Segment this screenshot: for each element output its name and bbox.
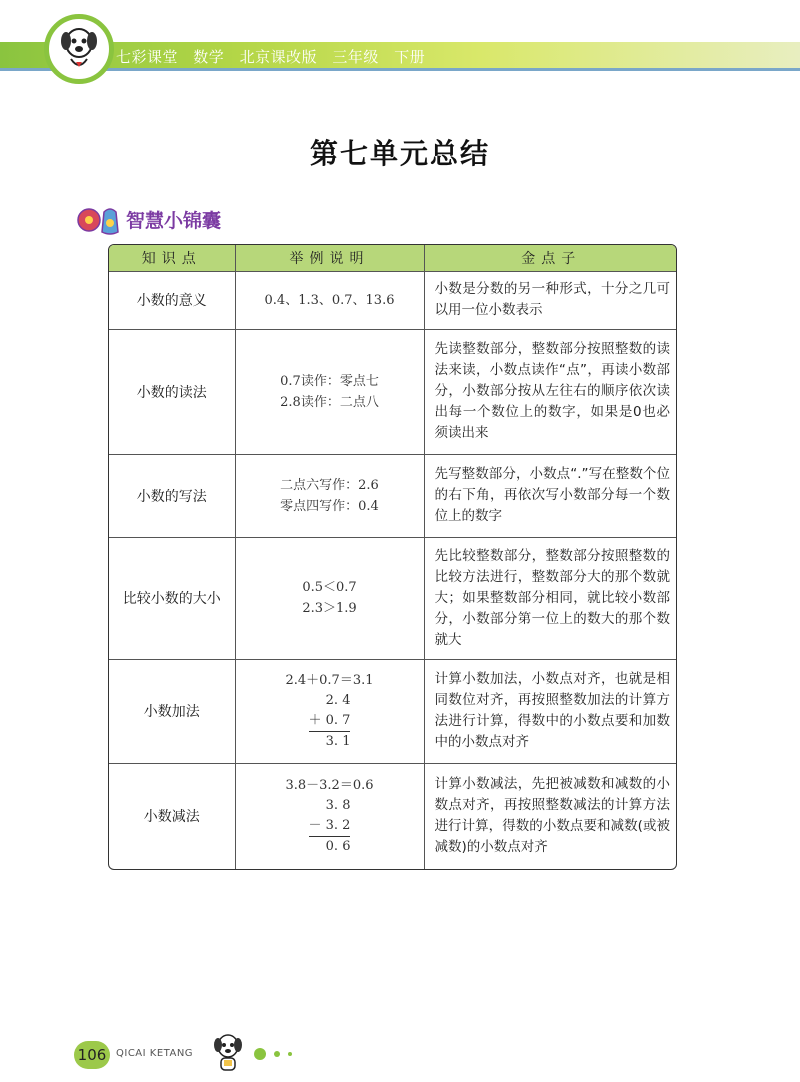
table-row — [109, 537, 677, 659]
example-line: 0.7读作：零点七 — [280, 373, 379, 389]
page-title: 第七单元总结 — [309, 137, 490, 170]
header-topic: 知识点 — [109, 245, 235, 271]
example-line: 零点四写作：0.4 — [280, 498, 379, 514]
row-topic: 小数减法 — [109, 763, 235, 869]
row-topic: 小数加法 — [109, 659, 235, 763]
vertical-calculation — [309, 796, 351, 857]
example-line: 2.8读作：二点八 — [280, 394, 379, 410]
row-example — [235, 537, 424, 659]
row-topic: 小数的写法 — [109, 454, 235, 537]
header-series-line — [116, 46, 435, 67]
section-heading — [76, 202, 221, 236]
row-example — [235, 329, 424, 454]
calc-result: 0. 6 — [309, 836, 351, 857]
row-topic: 小数的读法 — [109, 329, 235, 454]
table-row — [109, 271, 677, 329]
header-example: 举例说明 — [235, 245, 424, 271]
header-tip: 金点子 — [424, 245, 677, 271]
header-grade: 三年级 — [332, 48, 379, 66]
row-example — [235, 271, 424, 329]
row-example — [235, 659, 424, 763]
row-tip: 计算小数减法，先把被减数和减数的小数点对齐，再按照整数减法的计算方法进行计算，得数的小数点要和减数(或被减数)的小数点对齐 — [424, 763, 677, 869]
row-tip: 先读整数部分，整数部分按照整数的读法来读，小数点读作“点”，再读小数部分，小数部分按从左往右的顺序依次读出每一个数位上的数字，如果是0也必须读出来 — [424, 329, 677, 454]
calc-second: ＋ 0. 7 — [308, 713, 351, 728]
table-header-row — [109, 245, 677, 271]
example-line: 二点六写作：2.6 — [280, 477, 379, 493]
calc-top: 2. 4 — [325, 693, 351, 708]
header-edition: 北京课改版 — [239, 48, 318, 66]
table-row — [109, 659, 677, 763]
table-row — [109, 329, 677, 454]
summary-table — [108, 244, 677, 870]
vertical-calculation — [309, 691, 351, 752]
calc-result: 3. 1 — [309, 731, 351, 752]
mascot-logo — [44, 14, 114, 84]
dot-decoration — [288, 1052, 292, 1056]
table-row — [109, 763, 677, 869]
footer-brand: QICAI KETANG — [116, 1048, 194, 1059]
row-topic: 比较小数的大小 — [109, 537, 235, 659]
calc-second: － 3. 2 — [308, 818, 351, 834]
example-line: 0.4、1.3、0.7、13.6 — [264, 292, 395, 308]
row-tip: 小数是分数的另一种形式，十分之几可以用一位小数表示 — [424, 271, 677, 329]
dot-decoration — [274, 1051, 280, 1057]
calc-top: 3. 8 — [325, 798, 351, 814]
example-line: 2.3＞1.9 — [302, 601, 357, 616]
header-volume: 下册 — [394, 48, 426, 66]
dog-mascot-icon — [208, 1030, 248, 1074]
row-tip: 计算小数加法，小数点对齐，也就是相同数位对齐，再按照整数加法的计算方法进行计算，得数中的小数点要和加数中的小数点对齐 — [424, 659, 677, 763]
header-subject: 数学 — [193, 48, 225, 66]
page-number: 106 — [74, 1041, 110, 1069]
row-topic: 小数的意义 — [109, 271, 235, 329]
footer-dots — [254, 1048, 300, 1060]
header-rule — [0, 68, 800, 71]
row-tip: 先写整数部分，小数点“.”写在整数个位的右下角，再依次写小数部分每一个数位上的数字 — [424, 454, 677, 537]
section-label: 智慧小锦囊 — [126, 209, 222, 232]
header-series: 七彩课堂 — [116, 48, 179, 66]
example-equation: 3.8－3.2＝0.6 — [285, 778, 374, 794]
example-equation: 2.4＋0.7＝3.1 — [285, 673, 374, 688]
table-row — [109, 454, 677, 537]
dot-decoration — [254, 1048, 266, 1060]
row-example — [235, 454, 424, 537]
row-tip: 先比较整数部分，整数部分按照整数的比较方法进行，整数部分大的那个数就大；如果整数部分相同，就比较小数部分，小数部分第一位上的数大的那个数就大 — [424, 537, 677, 659]
row-example — [235, 763, 424, 869]
example-line: 0.5＜0.7 — [302, 580, 357, 595]
dog-mascot-icon — [49, 19, 109, 79]
gift-bag-icon — [76, 202, 122, 236]
